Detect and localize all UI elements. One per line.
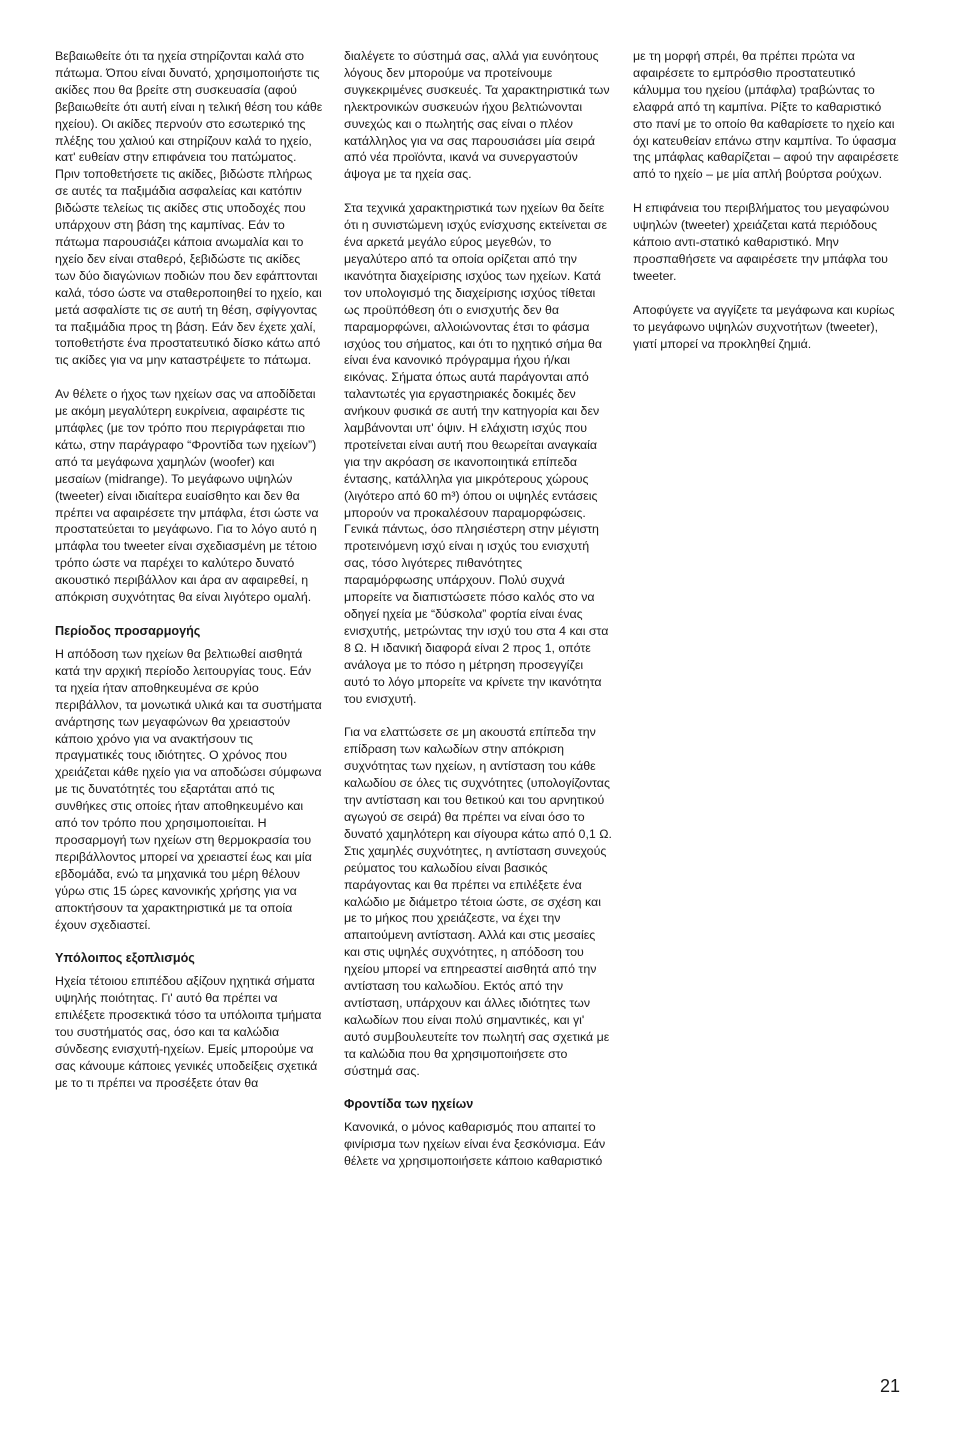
section-heading: Περίοδος προσαρμογής bbox=[55, 624, 201, 638]
section-heading: Φροντίδα των ηχείων bbox=[344, 1097, 474, 1112]
paragraph: διαλέγετε το σύστημά σας, αλλά για ευνόητους λόγους δεν μπορούμε να προτείνουμε συγκεκριμένες συσκευές. Τα χαρακτηριστικά των ηλεκτρονικών συσκευών ήχου βελτιώνονται συνεχώς και ο πωλητής σας είναι ο πλέον κατάλληλος για να σας παρουσιάσει μία σειρά από νέα προϊόντα, ικανά να συνεργαστούν άψογα με τα ηχεία σας. bbox=[344, 49, 610, 182]
page-number: 21 bbox=[879, 1376, 900, 1396]
paragraph: Κανονικά, ο μόνος καθαρισμός που απαιτεί το φινίρισμα των ηχείων είναι ένα ξεσκόνισμα. Εάν θέλετε να χρησιμοποιήσετε κάποιο καθαριστικό bbox=[344, 1120, 606, 1169]
text-column-2 bbox=[344, 48, 612, 1187]
section-heading: Υπόλοιπος εξοπλισμός bbox=[55, 951, 195, 966]
paragraph: Αποφύγετε να αγγίζετε τα μεγάφωνα και κυρίως το μεγάφωνο υψηλών συχνοτήτων (tweeter), γιατί μπορεί να προκληθεί ζημιά. bbox=[633, 302, 895, 351]
text-column-1 bbox=[55, 48, 323, 1109]
paragraph: Η απόδοση των ηχείων θα βελτιωθεί αισθητά κατά την αρχική περίοδο λειτουργίας τους. Εάν τα ηχεία ήταν αποθηκευμένα σε κρύο περιβάλλον, τα μονωτικά υλικά και τα συστήματα ανάρτησης των μεγαφώνων θα χρειαστούν κάποιο χρόνο για να ανακτήσουν τις πραγματικές τους ιδιότητες. Ο χρόνος που χρειάζεται κάθε ηχείο για να αποδώσει σύμφωνα με τις δυνατότητές του εξαρτάται από τις συνθήκες στις οποίες ήταν αποθηκευμένο και από τον τρόπο που χρησιμοποιείται. Η προσαρμογή των ηχείων στη θερμοκρασία του περιβάλλοντος μπορεί να χρειαστεί έως και μία εβδομάδα, ενώ τα μηχανικά του μέρη θέλουν γύρω στις 15 ώρες κανονικής χρήσης για να αποκτήσουν τα χαρακτηριστικά με τα οποία έχουν σχεδιαστεί. bbox=[55, 647, 322, 932]
paragraph: με τη μορφή σπρέι, θα πρέπει πρώτα να αφαιρέσετε το εμπρόσθιο προστατευτικό κάλυμμα του ηχείου (μπάφλα) τραβώντας το ελαφρά από τη καμπίνα. Ρίξτε το καθαριστικό στο πανί με το οποίο θα καθαρίσετε το ηχείο και όχι κατευθείαν επάνω στην καμπίνα. Το ύφασμα της μπάφλας καθαρίζεται – αφού την αφαιρέσετε από το ηχείο – με μία απλή βούρτσα ρούχων. bbox=[633, 49, 899, 182]
paragraph: Βεβαιωθείτε ότι τα ηχεία στηρίζονται καλά στο πάτωμα. Όπου είναι δυνατό, χρησιμοποιήστε τις ακίδες που θα βρείτε στη συσκευασία (αφού βεβαιωθείτε ότι αυτή είναι η τελική θέση του κάθε ηχείου). Οι ακίδες περνούν στο εσωτερικό της πλέξης του χαλιού και στηρίζουν καλά το ηχείο, κατ' ευθείαν στην επιφάνεια του πατώματος. Πριν τοποθετήσετε τις ακίδες, βιδώστε πλήρως σε αυτές τα παξιμάδια ασφαλείας και κατόπιν βιδώστε τελείως τις ακίδες στις υποδοχές που υπάρχουν στη βάση της καμπίνας. Εάν το πάτωμα παρουσιάζει κάποια ανωμαλία και το ηχείο δεν είναι σταθερό, ξεβιδώστε τις ακίδες των δύο διαγώνιων ποδιών που δεν εφάπτονται καλά, τόσο ώστε να σταθεροποιηθεί το ηχείο, και μετά ασφαλίστε τις σε αυτή τη θέση, σφίγγοντας τα παξιμάδια προς τη βάση. Εάν δεν έχετε χαλί, τοποθετήστε ένα προστατευτικό δίσκο κάτω από τις ακίδες για να μην καταστρέψετε το πάτωμα. bbox=[55, 49, 323, 368]
paragraph: Ηχεία τέτοιου επιπέδου αξίζουν ηχητικά σήματα υψηλής ποιότητας. Γι' αυτό θα πρέπει να επιλέξετε προσεκτικά τόσο τα υπόλοιπα τμήματα του συστήματός σας, όσο και τα καλώδια σύνδεσης ενισχυτή-ηχείων. Εμείς μπορούμε να σας κάνουμε κάποιες γενικές υποδείξεις σχετικά με το τι πρέπει να προσέξετε όταν θα bbox=[55, 974, 322, 1090]
paragraph: Για να ελαττώσετε σε μη ακουστά επίπεδα την επίδραση των καλωδίων στην απόκριση συχνότητας των ηχείων, η αντίσταση του κάθε καλωδίου σε όλες τις συχνότητες (υπολογίζοντας την αντίσταση και του θετικού και του αρνητικού αγωγού σε σειρά) θα πρέπει να είναι όσο το δυνατό χαμηλότερη και σίγουρα κάτω από 0,1 Ω. Στις χαμηλές συχνότητες, η αντίσταση συνεχούς ρεύματος του καλωδίου είναι βασικός παράγοντας και θα πρέπει να επιλέξετε ένα καλώδιο με διάμετρο τέτοια ώστε, σε σχέση και με το μήκος που χρειάζεστε, να έχει την απαιτούμενη αντίσταση. Αλλά και στις μεσαίες και στις υψηλές συχνότητες, η απόδοση του ηχείου μπορεί να επηρεαστεί αισθητά από την αντίσταση του καλωδίου. Εκτός από την αντίσταση, υπάρχουν και άλλες ιδιότητες των καλωδίων που είναι πολύ σημαντικές, και γι' αυτό συμβουλευτείτε τον πωλητή σας σχετικά με τα καλώδια που θα χρησιμοποιήσετε στο σύστημά σας. bbox=[344, 725, 612, 1078]
paragraph: Στα τεχνικά χαρακτηριστικά των ηχείων θα δείτε ότι η συνιστώμενη ισχύς ενίσχυσης εκτείνεται σε ένα αρκετά μεγάλο εύρος μεγεθών, το μεγαλύτερο από τα οποία ορίζεται από την ικανότητα διαχείρισης ισχύος των ηχείων. Κατά τον υπολογισμό της διαχείρισης ισχύος τίθεται ως προϋπόθεση ότι ο ενισχυτής δεν θα παραμορφώνει, αλλοιώνοντας έτσι το φάσμα ισχύος του σήματος, και ότι το ηχητικό σήμα θα είναι ένα κανονικό πρόγραμμα ήχου ή/και εικόνας. Σήματα όπως αυτά παράγονται από ταλαντωτές για εργαστηριακές δοκιμές δεν ανήκουν φυσικά σε αυτή την κατηγορία και δεν λαμβάνονται υπ' όψιν. Η ελάχιστη ισχύς που προτείνεται είναι αυτή που θεωρείται αναγκαία για την ακρόαση σε ικανοποιητικά επίπεδα έντασης, κατάλληλα για μικρότερους χώρους (λιγότερο από 60 m³) όπου οι υψηλές εντάσεις μπορούν να προκαλέσουν παραμορφώσεις. Γενικά πάντως, όσο πλησιέστερη στην μέγιστη προτεινόμενη ισχύ είναι η ισχύς του ενισχυτή σας, τόσο λιγότερες πιθανότητες παραμόρφωσης υπάρχουν. Πολύ συχνά μπορείτε να διαπιστώσετε πόσο καλός στο να οδηγεί ηχεία με “δύσκολα” φορτία είναι ένας ενισχυτής, μετρώντας την ισχύ του στα 4 και στα 8 Ω. Η ιδανική διαφορά είναι 2 προς 1, οπότε ανάλογα με το πόσο η μέτρηση προσεγγίζει αυτό το λόγο μπορείτε να κρίνετε την ικανότητα του ενισχυτή. bbox=[344, 201, 609, 706]
paragraph: Η επιφάνεια του περιβλήματος του μεγαφώνου υψηλών (tweeter) χρειάζεται κατά περιόδους κάποιο αντι-στατικό καθαριστικό. Μην προσπαθήσετε να αφαιρέσετε την μπάφλα του tweeter. bbox=[633, 201, 890, 283]
text-column-3 bbox=[633, 48, 901, 370]
paragraph: Αν θέλετε ο ήχος των ηχείων σας να αποδίδεται με ακόμη μεγαλύτερη ευκρίνεια, αφαιρέστε τις μπάφλες (με τον τρόπο που περιγράφεται πιο κάτω, στην παράγραφο “Φροντίδα των ηχείων”) από τα μεγάφωνα χαμηλών (woofer) και μεσαίων (midrange). Το μεγάφωνο υψηλών (tweeter) είναι ιδιαίτερα ευαίσθητο και δεν θα πρέπει να αφαιρέσετε την μπάφλα, έτσι ώστε να προστατεύεται το μεγάφωνο. Για το λόγο αυτό η μπάφλα του tweeter είναι σχεδιασμένη με τέτοιο τρόπο ώστε να παρέχει το καλύτερο δυνατό ακουστικό περιβάλλον και άρα αν αφαιρεθεί, η απόκριση συχνότητας θα είναι λιγότερο ομαλή. bbox=[55, 387, 319, 605]
